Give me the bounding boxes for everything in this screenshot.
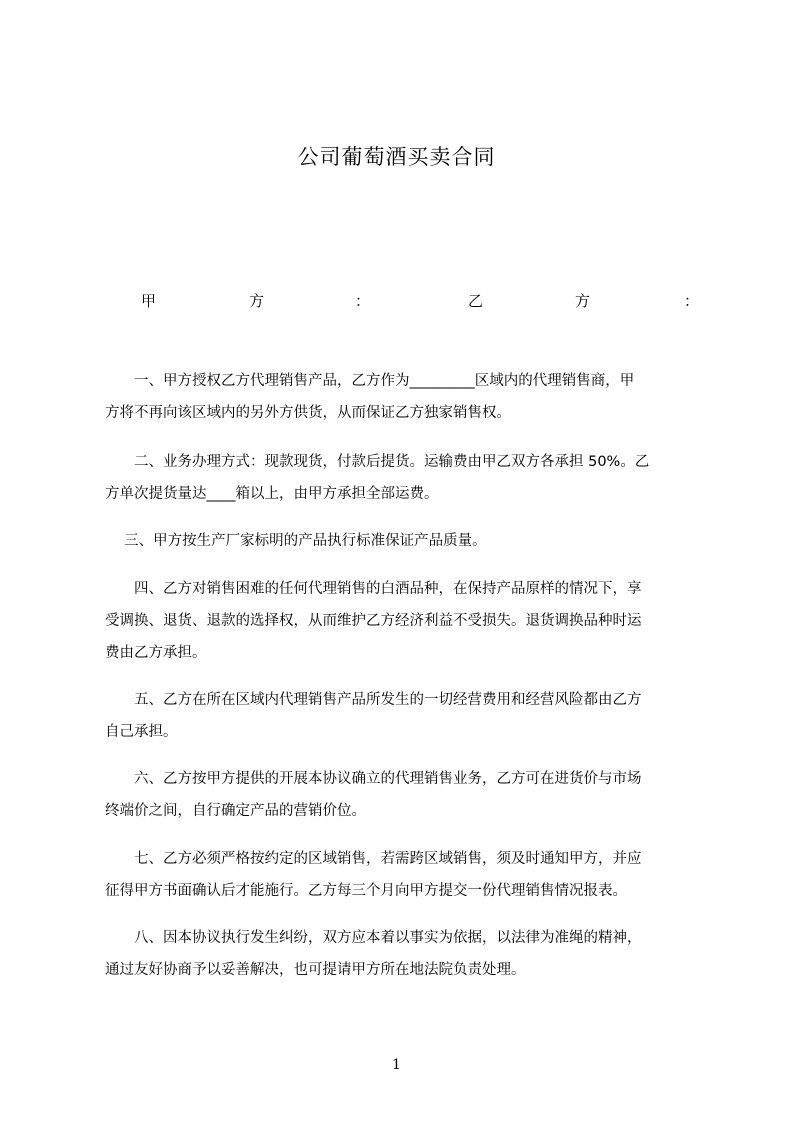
clause-line: 八、因本协议执行发生纠纷，双方应本着以事实为依据，以法律为准绳的精神，: [105, 930, 642, 946]
clause-line: 自己承担。: [105, 724, 178, 740]
clause-3: [105, 525, 701, 557]
clause-8: [105, 922, 701, 986]
clause-line: 三、甲方按生产厂家标明的产品执行标准保证产品质量。: [105, 533, 487, 549]
clause-line: 六、乙方按甲方提供的开展本协议确立的代理销售业务，乙方可在进货价与市场: [105, 771, 642, 787]
clause-line: 七、乙方必须严格按约定的区域销售，若需跨区域销售，须及时通知甲方，并应: [105, 851, 642, 867]
party-a-char-1: 甲: [141, 292, 157, 310]
clause-6: [105, 763, 701, 827]
clause-line: 受调换、退货、退款的选择权，从而维护乙方经济利益不受损失。退货调换品种时运: [105, 613, 642, 629]
clause-line: 四、乙方对销售困难的任何代理销售的白酒品种，在保持产品原样的情况下，享: [105, 581, 642, 597]
clause-line: 一、甲方授权乙方代理销售产品，乙方作为_________区域内的代理销售商，甲: [105, 373, 635, 389]
clause-7: [105, 843, 701, 907]
clause-line: 方单次提货量达____箱以上，由甲方承担全部运费。: [105, 486, 439, 502]
party-a-char-2: 方: [249, 292, 265, 310]
clause-4: [105, 573, 701, 669]
clause-line: 方将不再向该区域内的另外方供货，从而保证乙方独家销售权。: [105, 405, 511, 421]
clause-line: 二、业务办理方式：现款现货，付款后提货。运输费由甲乙双方各承担 50%。乙: [105, 454, 650, 470]
party-b-colon: ：: [684, 292, 700, 310]
page-number: 1: [392, 1057, 401, 1073]
clause-line: 费由乙方承担。: [105, 645, 207, 661]
clause-line: 通过友好协商予以妥善解决，也可提请甲方所在地法院负责处理。: [105, 962, 526, 978]
party-a-colon: ：: [355, 292, 371, 310]
clause-line: 征得甲方书面确认后才能施行。乙方每三个月向甲方提交一份代理销售情况报表。: [105, 883, 627, 899]
document-title: 公司葡萄酒买卖合同: [297, 145, 496, 169]
clause-1: [105, 365, 701, 429]
clause-2: [105, 446, 701, 510]
party-b-char-1: 乙: [468, 292, 484, 310]
clause-line: 五、乙方在所在区域内代理销售产品所发生的一切经营费用和经营风险都由乙方: [105, 692, 642, 708]
clause-line: 终端价之间，自行确定产品的营销价位。: [105, 803, 366, 819]
clause-5: [105, 684, 701, 748]
parties-line: [141, 289, 700, 313]
party-b-char-2: 方: [575, 292, 591, 310]
